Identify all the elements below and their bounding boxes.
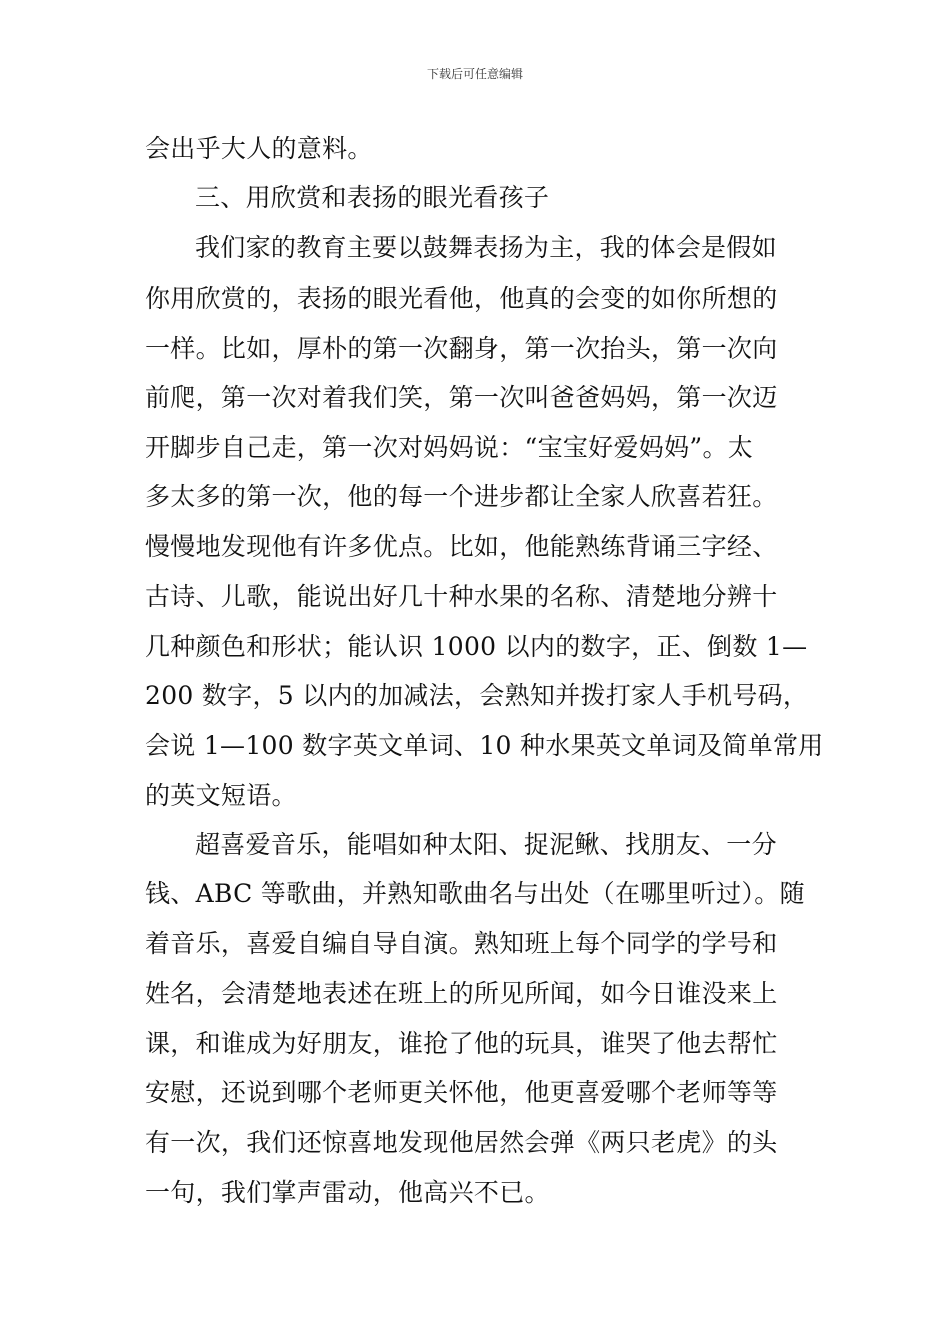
text-line: 有一次，我们还惊喜地发现他居然会弹《两只老虎》的头 <box>145 1128 778 1157</box>
text-line: 会出乎大人的意料。 <box>145 134 373 163</box>
text-line: 200 数字，5 以内的加减法，会熟知并拨打家人手机号码， <box>145 681 809 710</box>
text-line: 一句，我们掌声雷动，他高兴不已。 <box>145 1178 550 1207</box>
text-line: 我们家的教育主要以鼓舞表扬为主，我的体会是假如 <box>195 233 777 262</box>
text-line: 几种颜色和形状；能认识 1000 以内的数字，正、倒数 1— <box>145 632 808 661</box>
text-line: 钱、ABC 等歌曲，并熟知歌曲名与出处（在哪里听过）。随 <box>145 879 805 908</box>
page-header: 下载后可任意编辑 <box>426 67 523 81</box>
text-line: 的英文短语。 <box>145 781 297 810</box>
text-line: 你用欣赏的，表扬的眼光看他，他真的会变的如你所想的 <box>145 284 778 313</box>
section-heading: 三、用欣赏和表扬的眼光看孩子 <box>195 183 550 212</box>
text-line: 安慰，还说到哪个老师更关怀他，他更喜爱哪个老师等等 <box>145 1078 778 1107</box>
text-line: 课，和谁成为好朋友，谁抢了他的玩具，谁哭了他去帮忙 <box>145 1029 778 1058</box>
text-line: 古诗、儿歌，能说出好几十种水果的名称、清楚地分辨十 <box>145 582 778 611</box>
text-line: 开脚步自己走，第一次对妈妈说：“宝宝好爱妈妈”。太 <box>145 433 754 462</box>
text-line: 一样。比如，厚朴的第一次翻身，第一次抬头，第一次向 <box>145 334 778 363</box>
text-line: 会说 1—100 数字英文单词、10 种水果英文单词及简单常用 <box>145 731 824 760</box>
text-line: 超喜爱音乐，能唱如种太阳、捉泥鳅、找朋友、一分 <box>195 830 777 859</box>
text-line: 姓名，会清楚地表述在班上的所见所闻，如今日谁没来上 <box>145 979 778 1008</box>
text-line: 多太多的第一次，他的每一个进步都让全家人欣喜若狂。 <box>145 482 778 511</box>
text-line: 慢慢地发现他有许多优点。比如，他能熟练背诵三字经、 <box>145 532 778 561</box>
text-line: 前爬，第一次对着我们笑，第一次叫爸爸妈妈，第一次迈 <box>145 383 778 412</box>
text-line: 着音乐，喜爱自编自导自演。熟知班上每个同学的学号和 <box>145 929 778 958</box>
